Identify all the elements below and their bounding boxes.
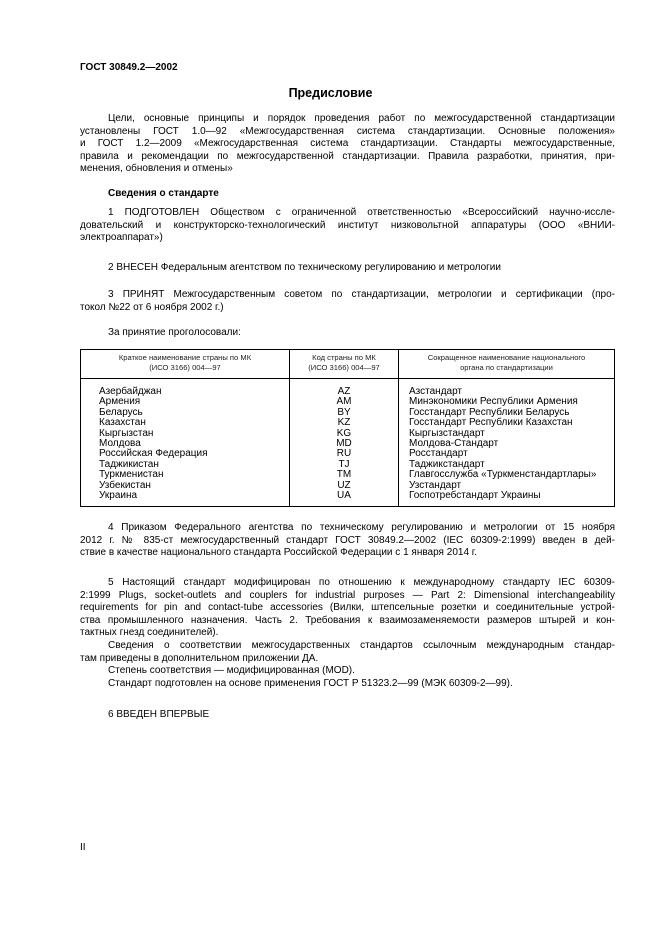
voted-label: За принятие проголосовали: xyxy=(108,327,241,338)
table-row xyxy=(81,379,615,398)
item-6 xyxy=(80,709,615,722)
item-5-line: requirements for pin and contact-tube accessories (Вилки, штепсельные розетки и соединительные устрой- xyxy=(80,602,615,614)
item-4 xyxy=(80,522,615,560)
item-5-degree: Степень соответствия — модифицированная (MOD). xyxy=(108,665,355,677)
column-header-line: Код страны по МК xyxy=(312,352,376,362)
body-cell: Азстандарт xyxy=(399,379,615,398)
intro-paragraph xyxy=(80,113,615,176)
country-cell: Узбекистан xyxy=(81,481,290,491)
page-title: Предисловие xyxy=(288,86,373,100)
body-cell: Госпотребстандарт Украины xyxy=(399,491,615,507)
item-1 xyxy=(80,207,615,245)
column-header-line: (ИСО 3166) 004—97 xyxy=(149,363,221,372)
item-5-line: ства промышленного назначения. Часть 2. Требования к взаимозаменяемости размеров штырей и кон- xyxy=(80,614,615,626)
intro-line: Цели, основные принципы и порядок проведения работ по межгосударственной стандартизации xyxy=(108,113,615,124)
member-states-table xyxy=(80,349,615,507)
item-3 xyxy=(80,289,615,314)
country-cell: Туркменистан xyxy=(81,470,290,480)
code-cell: UZ xyxy=(290,481,399,491)
code-cell: RU xyxy=(290,449,399,459)
country-cell: Кыргызстан xyxy=(81,429,290,439)
code-cell: AM xyxy=(290,397,399,407)
column-header-country xyxy=(81,350,290,379)
intro-line: установлены ГОСТ 1.0—92 «Межгосударственная система стандартизации. Основные положения» xyxy=(80,125,615,137)
code-cell: MD xyxy=(290,439,399,449)
table-row xyxy=(81,491,615,507)
page-number: II xyxy=(80,842,86,853)
column-header-line: Сокращенное наименование национального xyxy=(427,352,586,362)
item-5-refs-line: Сведения о соответствии межгосударственных стандартов ссылочным международным стандар- xyxy=(108,639,615,651)
item-5-line: 2:1999 Plugs, socket-outlets and couplers for industrial purposes — Part 2: Dimensional interchangeability xyxy=(80,589,615,601)
country-cell: Таджикистан xyxy=(81,460,290,470)
item-4-line: 2012 г. № 835-ст межгосударственный стандарт ГОСТ 30849.2—2002 (IEC 60309-2:1999) введен в дей- xyxy=(80,534,615,546)
item-5-line: 5 Настоящий стандарт модифицирован по отношению к международному стандарту IEC 60309- xyxy=(108,577,615,588)
country-cell: Армения xyxy=(81,397,290,407)
column-header-line: органа по стандартизации xyxy=(460,363,553,372)
code-cell: UA xyxy=(290,491,399,507)
column-header-code xyxy=(290,350,399,379)
country-cell: Российская Федерация xyxy=(81,449,290,459)
item-5-basis: Стандарт подготовлен на основе применения ГОСТ Р 51323.2—99 (МЭК 60309-2—99). xyxy=(108,677,513,689)
item-5-line: тактных гнезд соединителей). xyxy=(80,627,219,639)
country-cell: Украина xyxy=(81,491,290,507)
country-cell: Азербайджан xyxy=(81,379,290,398)
code-cell: BY xyxy=(290,408,399,418)
country-cell: Беларусь xyxy=(81,408,290,418)
body-cell: Главгосслужба «Туркменстандартлары» xyxy=(399,470,615,480)
item-6-line: 6 ВВЕДЕН ВПЕРВЫЕ xyxy=(108,709,210,720)
item-1-line: довательский и конструкторско-технологический институт низковольтной аппаратуры (ООО «ВНИИ- xyxy=(80,219,615,231)
body-cell: Узстандарт xyxy=(399,481,615,491)
intro-line: и ГОСТ 1.2—2009 «Межгосударственная система стандартизации. Стандарты межгосударственные, xyxy=(80,138,615,150)
code-cell: AZ xyxy=(290,379,399,398)
table-header-row xyxy=(81,350,615,379)
body-cell: Таджикстандарт xyxy=(399,460,615,470)
intro-line: правила и рекомендации по межгосударственной стандартизации. Правила разработки, принятия, при- xyxy=(80,150,615,162)
code-cell: TJ xyxy=(290,460,399,470)
code-cell: KZ xyxy=(290,418,399,428)
document-header: ГОСТ 30849.2—2002 xyxy=(80,62,178,73)
item-5-refs-line: там приведены в дополнительном приложении ДА. xyxy=(80,652,319,664)
body-cell: Госстандарт Республики Беларусь xyxy=(399,408,615,418)
column-header-body xyxy=(399,350,615,379)
item-4-line: 4 Приказом Федерального агентства по техническому регулированию и метрологии от 15 ноября xyxy=(108,522,615,533)
country-cell: Молдова xyxy=(81,439,290,449)
body-cell: Росстандарт xyxy=(399,449,615,459)
code-cell: KG xyxy=(290,429,399,439)
item-2 xyxy=(80,262,615,275)
intro-line: менения, обновления и отмены» xyxy=(80,163,233,175)
body-cell: Госстандарт Республики Казахстан xyxy=(399,418,615,428)
code-cell: TM xyxy=(290,470,399,480)
country-cell: Казахстан xyxy=(81,418,290,428)
item-1-line: 1 ПОДГОТОВЛЕН Обществом с ограниченной ответственностью «Всероссийский научно-иссле- xyxy=(108,207,615,218)
body-cell: Кыргызстандарт xyxy=(399,429,615,439)
item-3-line: 3 ПРИНЯТ Межгосударственным советом по стандартизации, метрологии и сертификации (про- xyxy=(108,289,615,300)
item-2-line: 2 ВНЕСЕН Федеральным агентством по техническому регулированию и метрологии xyxy=(108,262,501,273)
column-header-line: Краткое наименование страны по МК xyxy=(118,352,252,362)
body-cell: Минэкономики Республики Армения xyxy=(399,397,615,407)
item-3-line: токол №22 от 6 ноября 2002 г.) xyxy=(80,301,224,313)
item-1-line: электроаппарат») xyxy=(80,232,163,244)
item-5 xyxy=(80,577,615,690)
column-header-line: (ИСО 3166) 004—97 xyxy=(308,363,380,372)
item-4-line: ствие в качестве национального стандарта Российской Федерации с 1 января 2014 г. xyxy=(80,547,477,559)
section-subtitle: Сведения о стандарте xyxy=(108,188,219,199)
body-cell: Молдова-Стандарт xyxy=(399,439,615,449)
